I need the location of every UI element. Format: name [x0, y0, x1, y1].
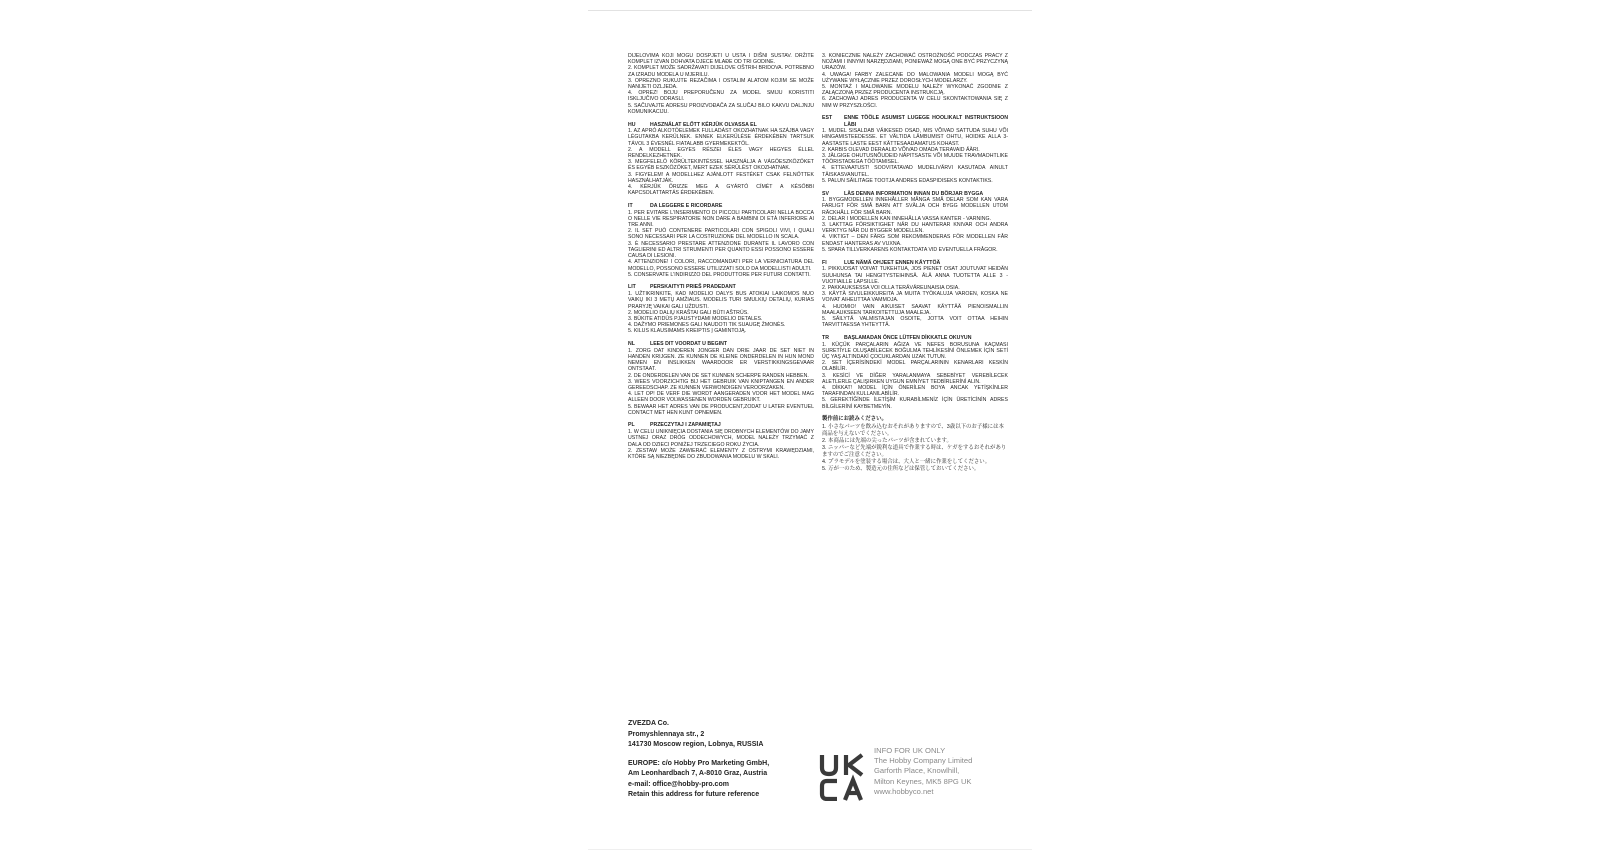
paragraph: 5. GEREKTİĞİNDE İLETİŞİM KURABİLMENİZ İÇİN ÜRETİCİNİN ADRES BİLGİLERİNİ KAYBETMEYİN. — [822, 397, 1008, 410]
paragraph: DIJELOVIMA KOJI MOGU DOSPJETI U USTA I DIŠNI SUSTAV. DRŽITE KOMPLET IZVAN DOHVATA DJECE MLAĐE OD TRI GODINE. — [628, 53, 814, 66]
paragraph: 4. KÉRJÜK ŐRIZZE MEG A GYÁRTÓ CÍMÉT A KÉSŐBBI KAPCSOLATTARTÁS ÉRDEKÉBEN. — [628, 184, 814, 197]
paragraph: 1. PER EVITARE L'INSERIMENTO DI PICCOLI PARTICOLARI NELLA BOCCA O NELLE VIE RESPIRATORIE NON DARE A BAMBINI DI ETÀ INFERIORE AI TRE ANNI. — [628, 209, 814, 229]
paragraph: 4. OPREZ! BOJU PREPORUČENU ZA MODEL SMIJU KORISTITI ISKLJUČIVO ODRASLI. — [628, 90, 814, 103]
contact-email: e-mail: office@hobby-pro.com — [628, 780, 729, 788]
company-name: ZVEZDA Co. — [628, 720, 669, 727]
paragraph: 4. プラモデルを塗装する場合は、大人と一緒に作業をしてください。 — [822, 458, 991, 465]
language-code: LIT — [628, 284, 636, 291]
paragraph: 1. UŽTIKRINKITE, KAD MODELIO DALYS BUS ATOKIAI LAIKOMOS NUO VAIKŲ IKI 3 METŲ AMŽIAUS. MODELIS TURI SMULKIŲ DETALIŲ, KURIAS PRARYJĘ VAIKAI GALI UŽDUSTI. — [628, 291, 814, 310]
paragraph: 1. ZORG DAT KINDEREN JONGER DAN DRIE JAAR DE SET NIET IN HANDEN KRIJGEN. ZE KUNNEN DE KLEINE ONDERDELEN IN HUN MOND NEMEN EN INSLIKKEN WAARDOOR ER VERSTIKKINGSGEVAAR ONTSTAAT. — [628, 347, 814, 373]
section-heading — [628, 203, 814, 209]
language-code: EST — [822, 115, 833, 122]
paragraph: 4. DAŽYMO PRIEMONES GALI NAUDOTI TIK SUAUGĘ ŽMONĖS. — [628, 322, 786, 329]
paragraph: 3. KÄYTÄ SIVULEIKKUREITA JA MUITA TYÖKALUJA VAROEN, KOSKA NE VOIVAT AIHEUTTAA VAMMOJA. — [822, 291, 1008, 304]
language-code: FI — [822, 259, 827, 266]
paragraph: 5. SAČUVAJTE ADRESU PROIZVOĐAČA ZA SLUČAJ BILO KAKVU DALJNJU KOMUNIKACIJU. — [628, 102, 814, 115]
paragraph: 2. DE ONDERDELEN VAN DE SET KUNNEN SCHERPE RANDEN HEBBEN. — [628, 372, 809, 379]
address-street: Promyshlennaya str., 2 — [628, 730, 705, 738]
instruction-sheet — [588, 10, 1032, 850]
language-code: IT — [628, 202, 633, 209]
paragraph: 2. DELAR I MODELLEN KAN INNEHÅLLA VASSA KANTER - VARNING. — [822, 215, 992, 222]
paragraph: 4. ATTENZIONE! I COLORI, RACCOMANDATI PER LA VERNICIATURA DEL MODELLO, POSSONO ESSERE UTILIZZATI SOLO DA MODELLISTI ADULTI. — [628, 259, 814, 272]
left-text-column — [628, 53, 814, 467]
paragraph: 2. MODELIO DALIŲ KRAŠTAI GALI BŪTI AŠTRŪS. — [628, 309, 749, 316]
paragraph: 5. SPARA TILLVERKARENS KONTAKTDATA VID EVENTUELLA FRÅGOR. — [822, 246, 998, 253]
europe-representative: EUROPE: c/o Hobby Pro Marketing GmbH, — [628, 759, 770, 767]
paragraph: 4. VIKTIGT – DEN FÄRG SOM REKOMMENDERAS FÖR MODELLEN FÅR ENDAST HANTERAS AV VUXNA. — [822, 234, 1008, 247]
section-heading — [822, 191, 1008, 197]
paragraph: 3. KONIECZNIE NALEŻY ZACHOWAĆ OSTROŻNOŚĆ PODCZAS PRACY Z NOŻAMI I INNYMI NARZĘDZIAMI, PONIEWAŻ MOGĄ ONE BYĆ PRZYCZYNĄ URAZÓW. — [822, 53, 1008, 72]
section-title: LUE NÄMÄ OHJEET ENNEN KÄYTTÖÄ — [844, 259, 941, 266]
paragraph: 5. PALUN SÄILITAGE TOOTJA ANDRES EDASPIDISEKS KONTAKTIKS. — [822, 177, 993, 184]
section-sv — [822, 191, 1008, 254]
paragraph: 6. ZACHOWAJ ADRES PRODUCENTA W CELU SKONTAKTOWANIA SIĘ Z NIM W PRZYSZŁOŚCI. — [822, 96, 1008, 109]
section-it — [628, 203, 814, 278]
section-title: DA LEGGERE E RICORDARE — [650, 202, 723, 209]
paragraph: 4. ETTEVAATUST! SOOVITATAVAD MUDELIVÄRVI KASUTADA AINULT TÄISKASVANUTEL. — [822, 165, 1008, 178]
paragraph: 3. OPREZNO RUKUJTE REZAČIMA I OSTALIM ALATOM KOJIM SE MOŽE NANIJETI OZLJEDA. — [628, 77, 814, 91]
section-title: BAŞLAMADAN ÖNCE LÜTFEN DİKKATLE OKUYUN — [844, 334, 972, 341]
section-heading — [822, 335, 1008, 341]
paragraph: 1. AZ APRÓ ALKOTÓELEMEK FULLADÁST OKOZHATNAK HA SZÁJBA VAGY LÉGUTAKBA KERÜLNEK. ENNEK ELKERÜLÉSE ÉRDEKÉBEN TARTSUK TÁVOL 3 ÉVESNÉL FIATALABB GYERMEKEKTŐL. — [628, 128, 814, 147]
paragraph: 3. KESİCİ VE DİĞER YARALANMAYA SEBEBİYET VEREBİLECEK ALETLERLE ÇALIŞIRKEN UYGUN EMNİYET TEDBİRLERİNİ ALIN. — [822, 372, 1008, 385]
section-title: ENNE TÖÖLE ASUMIST LUGEGE HOOLIKALT INSTRUKTSIOON LÄBI — [844, 115, 1008, 128]
section-title: PERSKAITYTI PRIEŠ PRADEDANT — [650, 284, 736, 291]
section-title: HASZNÁLAT ELŐTT KÉRJÜK OLVASSA EL — [650, 121, 757, 128]
manufacturer-address — [628, 719, 818, 801]
paragraph: 3. FIGYELEM! A MODELLHEZ AJÁNLOTT FESTÉKET CSAK FELNŐTTEK HASZNÁLHATJÁK. — [628, 171, 814, 184]
paragraph: 2. IL SET PUÒ CONTENERE PARTICOLARI CON SPIGOLI VIVI, I QUALI SONO NECESSARI PER LA COSTRUZIONE DEL MODELLO IN SCALA. — [628, 228, 814, 241]
paragraph: 3. ニッパーなど先端が鋭利な道具で作業する時は、ケガをするおそれがありますのでご注意ください。 — [822, 444, 1007, 458]
paragraph: 3. WEES VOORZICHTIG BIJ HET GEBRUIK VAN KNIPTANGEN EN ANDER GEREEDSCHAP. ZE KUNNEN VERWONDIGEN VEROORZAKEN. — [628, 378, 814, 391]
paragraph: 2. SET İÇERİSİNDEKİ MODEL PARÇALARININ KENARLARI KESKİN OLABİLİR. — [822, 360, 1008, 373]
right-text-column — [822, 53, 1008, 479]
language-code: NL — [628, 341, 635, 348]
uk-address-street: Garforth Place, Knowlhill, — [874, 766, 960, 776]
paragraph: 2. 本商品には先端の尖ったパーツが含まれています。 — [822, 437, 952, 444]
section-nl — [628, 341, 814, 416]
section-est — [822, 115, 1008, 184]
section-heading — [628, 122, 814, 128]
retain-notice: Retain this address for future reference — [628, 791, 760, 798]
language-code: HU — [628, 121, 636, 128]
paragraph: 5. 万が一のため、製造元の住所などは保管しておいてください。 — [822, 465, 980, 472]
paragraph: 3. JÄLGIGE OHUTUSNÕUDEID NÄPITSASTE VÕI MUUDE TRAVMAOHTLIKE TÖÖRISTADEGA TÖÖTAMISEL. — [822, 153, 1008, 166]
paragraph: 3. È NECESSARIO PRESTARE ATTENZIONE DURANTE IL LAVORO CON TAGLIERINI ED ALTRI STRUMENTI PER QUANTO ESSI POSSONO ESSERE CAUSA DI LESIONI. — [628, 240, 814, 260]
paragraph: 1. BYGGMODELLEN INNEHÅLLER MÅNGA SMÅ DELAR SOM KAN VARA FARLIGT FÖR SMÅ BARN ATT SVÄLJA OCH BYGG MODELLEN UTOM RÄCKHÅLL FÖR SMÅ BARN. — [822, 197, 1008, 216]
paragraph: 4. UWAGA! FARBY ZALECANE DO MALOWANIA MODELI MOGĄ BYĆ UŻYWANE WYŁĄCZNIE PRZEZ DOROSŁYCH MODELARZY. — [822, 71, 1008, 84]
section-title: LÄS DENNA INFORMATION INNAN DU BÖRJAR BYGGA — [844, 190, 984, 197]
uk-company-name: The Hobby Company Limited — [874, 756, 973, 766]
language-code: PL — [628, 422, 635, 429]
section-heading — [628, 422, 814, 428]
language-code: SV — [822, 190, 829, 197]
section-hr-continued — [628, 53, 814, 115]
paragraph: 2. KOMPLET MOŽE SADRŽAVATI DIJELOVE OŠTRIH BRIDOVA. POTREBNO ZA IZRADU MODELA U MJERILU. — [628, 65, 814, 78]
uk-info-heading: INFO FOR UK ONLY — [874, 746, 946, 755]
section-title: PRZECZYTAJ I ZAPAMIĘTAJ — [650, 422, 721, 429]
paragraph: 5. KILUS KLAUSIMAMS KREIPTIS Į GAMINTOJĄ. — [628, 328, 747, 335]
europe-address: Am Leonhardbach 7, A-8010 Graz, Austria — [628, 770, 768, 777]
paragraph: 3. BŪKITE ATIDŪS PJAUSTYDAMI MODELIO DETALES. — [628, 315, 763, 322]
section-pl-continued — [822, 53, 1008, 109]
section-title: LEES DIT VOORDAT U BEGINT — [650, 341, 728, 348]
address-city: 141730 Moscow region, Lobnya, RUSSIA — [628, 741, 764, 748]
paragraph: 4. LET OP! DE VERF DIE WORDT AANGERADEN VOOR HET MODEL MAG ALLEEN DOOR VOLWASSENEN WORDEN GEBRUIKT. — [628, 391, 814, 404]
section-title: 製作前にお読みください。 — [822, 416, 887, 423]
uk-website: www.hobbyco.net — [874, 786, 934, 796]
section-tr — [822, 335, 1008, 410]
paragraph: 2. ZESTAW MOŻE ZAWIERAĆ ELEMENTY Z OSTRYMI KRAWĘDZIAMI, KTÓRE SĄ NIEZBĘDNE DO ZBUDOWANIA MODELU W SKALI. — [628, 447, 814, 460]
paragraph: 5. SÄILYTÄ VALMISTAJAN OSOITE, JOTTA VOIT OTTAA HEIHIN TARVITTAESSA YHTEYTTÄ. — [822, 315, 1008, 329]
section-heading — [822, 260, 1008, 266]
paragraph: 5. BEWAAR HET ADRES VAN DE PRODUCENT,ZODAT U LATER EVENTUEL CONTACT MET HEN KUNT OPNEMEN. — [628, 403, 814, 416]
section-heading — [628, 284, 814, 290]
paragraph: 2. KARBIS OLEVAD DERAALID VÕIVAD OMADA TERAVAID ÄÄRI. — [822, 146, 980, 153]
paragraph: 2. PAKKAUKSESSA VOI OLLA TERÄVÄREUNAISIA OSIA. — [822, 284, 960, 291]
section-hu — [628, 122, 814, 197]
paragraph: 1. 小さなパーツを飲み込むおそれがありますので、3歳以下のお子様には本商品を与えないでください。 — [822, 423, 1004, 437]
paragraph: 1. MUDEL SISALDAB VÄIKESED OSAD, MIS VÕIVAD SATTUDA SUHU VÕI HINGAMISTEEDESSE. ET VÄLTIDA LÄMBUMIST OHTU, HOIDKE ALLA 3-AASTASTE LASTE EEST KÄTTESAADAMATUS KOHAST. — [822, 128, 1008, 147]
paragraph: 5. MONTAŻ I MALOWANIE MODELU NALEŻY WYKONAĆ ZGODNIE Z ZAŁĄCZONĄ PRZEZ PRODUCENTA INSTRUKCJĄ. — [822, 84, 1008, 97]
paragraph: 2. A MODELL EGYES RÉSZEI ÉLES VAGY HEGYES ÉLLEL RENDELKEZHETNEK. — [628, 146, 814, 160]
uk-address-city: Milton Keynes, MK5 8PG UK — [874, 776, 972, 786]
uk-info-block — [874, 746, 1024, 797]
section-lit — [628, 284, 814, 334]
paragraph: 5. CONSERVATE L'INDIRIZZO DEL PRODUTTORE PER FUTURI CONTATTI. — [628, 271, 811, 278]
ukca-mark-icon — [819, 753, 865, 801]
section-heading — [628, 341, 814, 347]
paragraph: 3. MEGFELELŐ KÖRÜLTEKINTÉSSEL HASZNÁLJA A VÁGÓESZKÖZÖKET ÉS EGYÉB ESZKÖZÖKET, MERT EZEK SÉRÜLÉST OKOZHATNAK. — [628, 159, 814, 172]
paragraph: 1. PIKKUOSAT VOIVAT TUKEHTUA, JOS PIENET OSAT JOUTUVAT HEIDÄN SUUHUNSA TAI HENGITYSTEIHINSÄ. ÄLÄ ANNA TUOTETTA ALLE 3 - VUOTIAILLE LAPSILLE. — [822, 266, 1008, 285]
paragraph: 3. LAKTTAG FÖRSIKTIGHET NÄR DU HANTERAR KNIVAR OCH ANDRA VERKTYG NÄR DU BYGGER MODELLEN. — [822, 222, 1008, 235]
paragraph: 1. W CELU UNIKNIĘCIA DOSTANIA SIĘ DROBNYCH ELEMENTÓW DO JAMY USTNEJ ORAZ DRÓG ODDECHOWYCH, MODEL NALEŻY TRZYMAĆ Z DALA OD DZIECI PONIŻEJ TRZECIEGO ROKU ŻYCIA. — [628, 429, 814, 448]
section-fi — [822, 260, 1008, 329]
section-jp — [822, 416, 1008, 473]
paragraph: 4. DİKKAT! MODEL İÇİN ÖNERİLEN BOYA ANCAK YETİŞKİNLER TARAFINDAN KULLANILABİLİR. — [822, 384, 1008, 398]
paragraph: 1. KÜÇÜK PARÇALARIN AĞIZA VE NEFES BORUSUNA KAÇMASI SURETİYLE OLUŞABİLECEK BOĞULMA TEHLİKESİNİ ÖNLEMEK İÇİN SETİ ÜÇ YAŞ ALTINDAKİ ÇOCUKLARDAN UZAK TUTUN. — [822, 341, 1008, 360]
section-heading — [822, 115, 1008, 127]
section-pl — [628, 422, 814, 460]
language-code: TR — [822, 334, 829, 341]
paragraph: 4. HUOMIO! VAIN AIKUISET SAAVAT KÄYTTÄÄ PIENOISMALLIN MAALAUKSEEN TARKOITETTUJA MAALEJA. — [822, 303, 1008, 316]
section-heading — [822, 416, 1008, 423]
